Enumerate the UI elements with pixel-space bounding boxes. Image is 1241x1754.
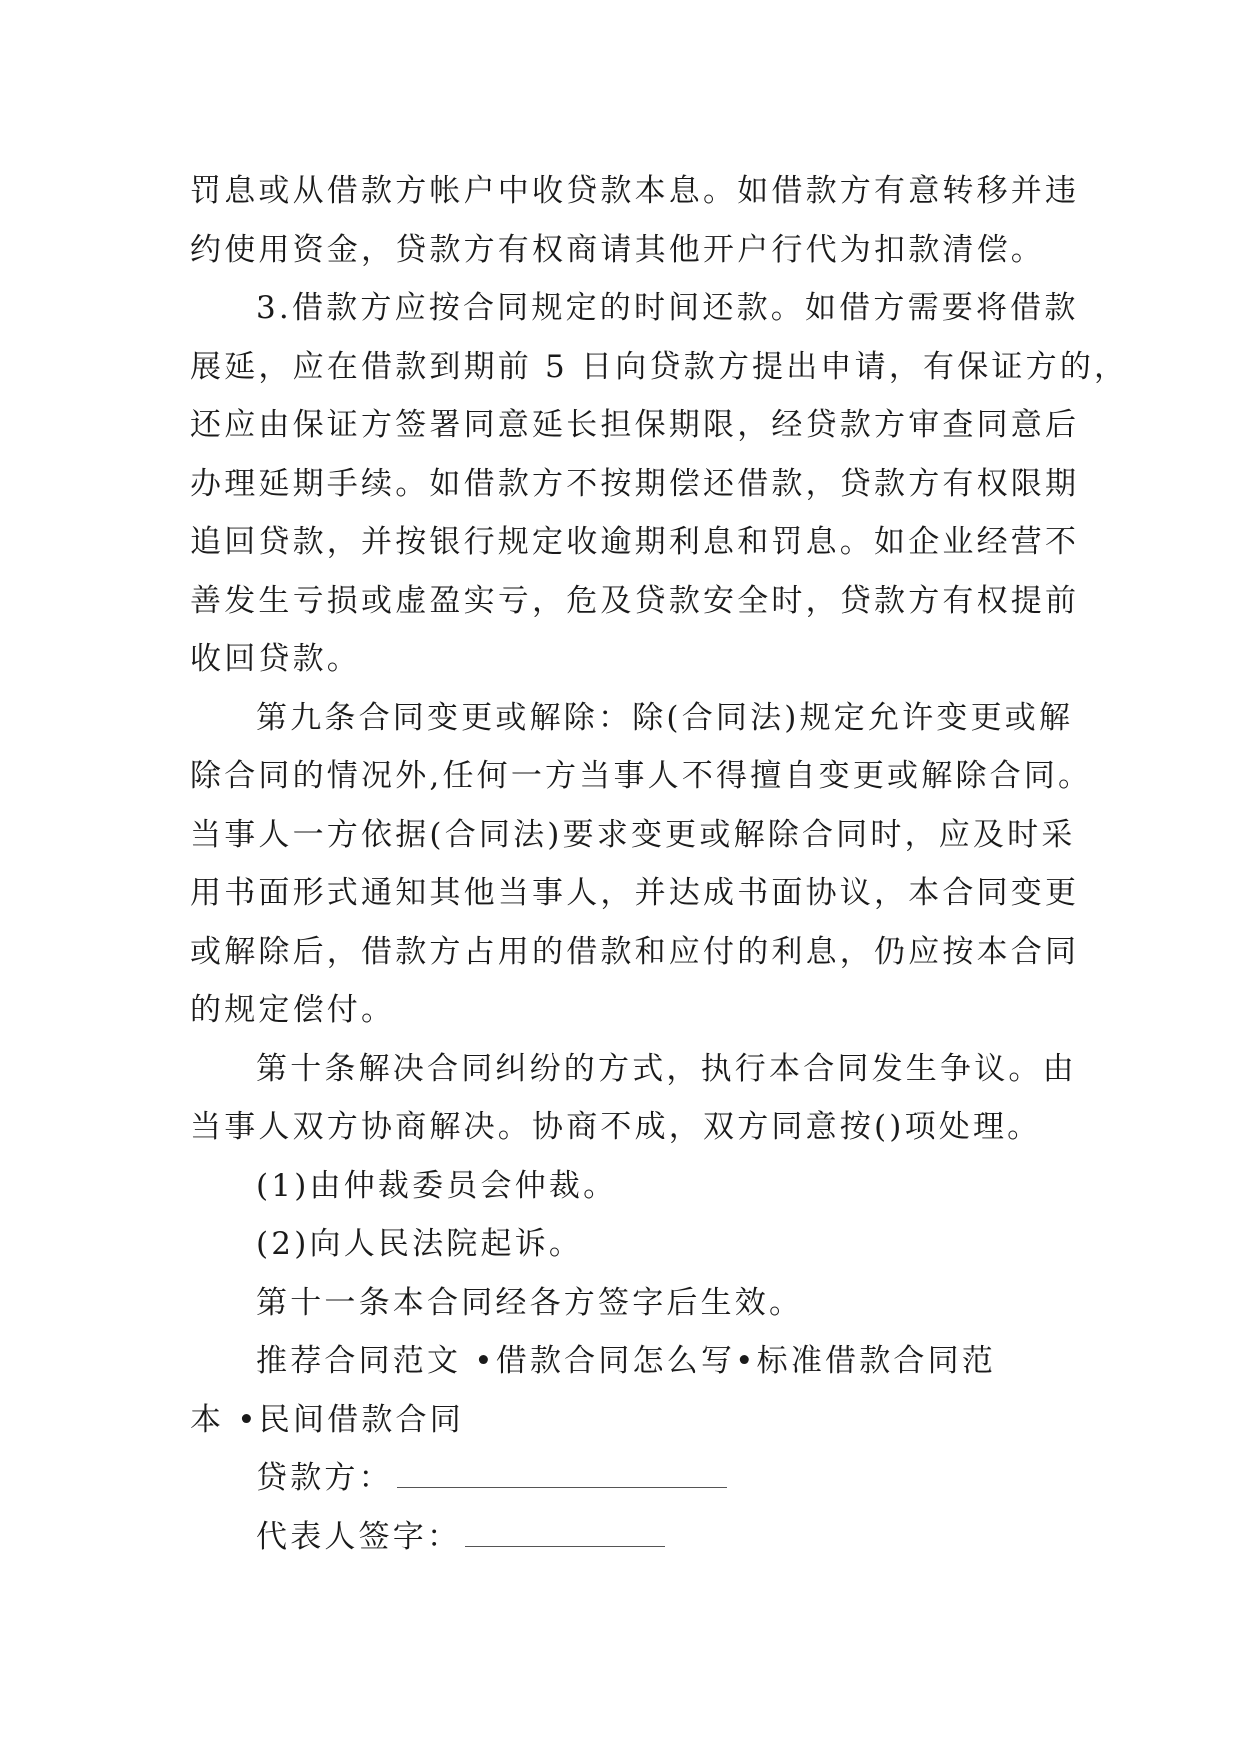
text-line: 收回贷款。 [190, 641, 361, 677]
text-line: 第九条合同变更或解除：除(合同法)规定允许变更或解 [256, 699, 1074, 736]
text-line: 罚息或从借款方帐户中收贷款本息。如借款方有意转移并违 [190, 173, 1080, 209]
text-line: 展延，应在借款到期前 5 日向贷款方提出申请，有保证方的， [190, 348, 1129, 385]
lender-label: 贷款方： [256, 1460, 393, 1496]
text-line: 本 •民间借款合同 [190, 1401, 464, 1438]
text-line: 办理延期手续。如借款方不按期偿还借款，贷款方有权限期 [190, 465, 1080, 502]
text-line: 第十条解决合同纠纷的方式，执行本合同发生争议。由 [256, 1050, 1077, 1087]
text-line: 除合同的情况外,任何一方当事人不得擅自变更或解除合同。 [190, 758, 1093, 794]
text-line: 推荐合同范文 •借款合同怎么写•标准借款合同范 [256, 1343, 997, 1379]
text-line: 当事人双方协商解决。协商不成，双方同意按()项处理。 [190, 1109, 1042, 1145]
lender-blank [397, 1465, 727, 1488]
text-line: 的规定偿付。 [190, 992, 396, 1028]
text-line: 当事人一方依据(合同法)要求变更或解除合同时，应及时采 [190, 816, 1076, 853]
representative-label: 代表人签字： [256, 1518, 462, 1555]
text-line: 约使用资金，贷款方有权商请其他开户行代为扣款清偿。 [190, 231, 1045, 268]
text-line: 第十一条本合同经各方签字后生效。 [256, 1284, 804, 1321]
text-line: 善发生亏损或虚盈实亏，危及贷款安全时，贷款方有权提前 [190, 582, 1080, 619]
representative-signature-line [190, 1508, 1052, 1567]
contract-text-lines [190, 162, 1129, 1449]
lender-signature-line [190, 1449, 1052, 1508]
contract-body [190, 162, 1129, 1566]
text-line: (1)由仲裁委员会仲裁。 [256, 1167, 618, 1204]
text-line: (2)向人民法院起诉。 [256, 1226, 584, 1262]
text-line: 还应由保证方签署同意延长担保期限，经贷款方审查同意后 [190, 407, 1080, 443]
representative-blank [465, 1524, 665, 1547]
text-line: 或解除后，借款方占用的借款和应付的利息，仍应按本合同 [190, 933, 1080, 970]
text-line: 3.借款方应按合同规定的时间还款。如借方需要将借款 [256, 290, 1079, 326]
text-line: 用书面形式通知其他当事人，并达成书面协议，本合同变更 [190, 875, 1080, 911]
text-line: 追回贷款，并按银行规定收逾期利息和罚息。如企业经营不 [190, 524, 1080, 560]
